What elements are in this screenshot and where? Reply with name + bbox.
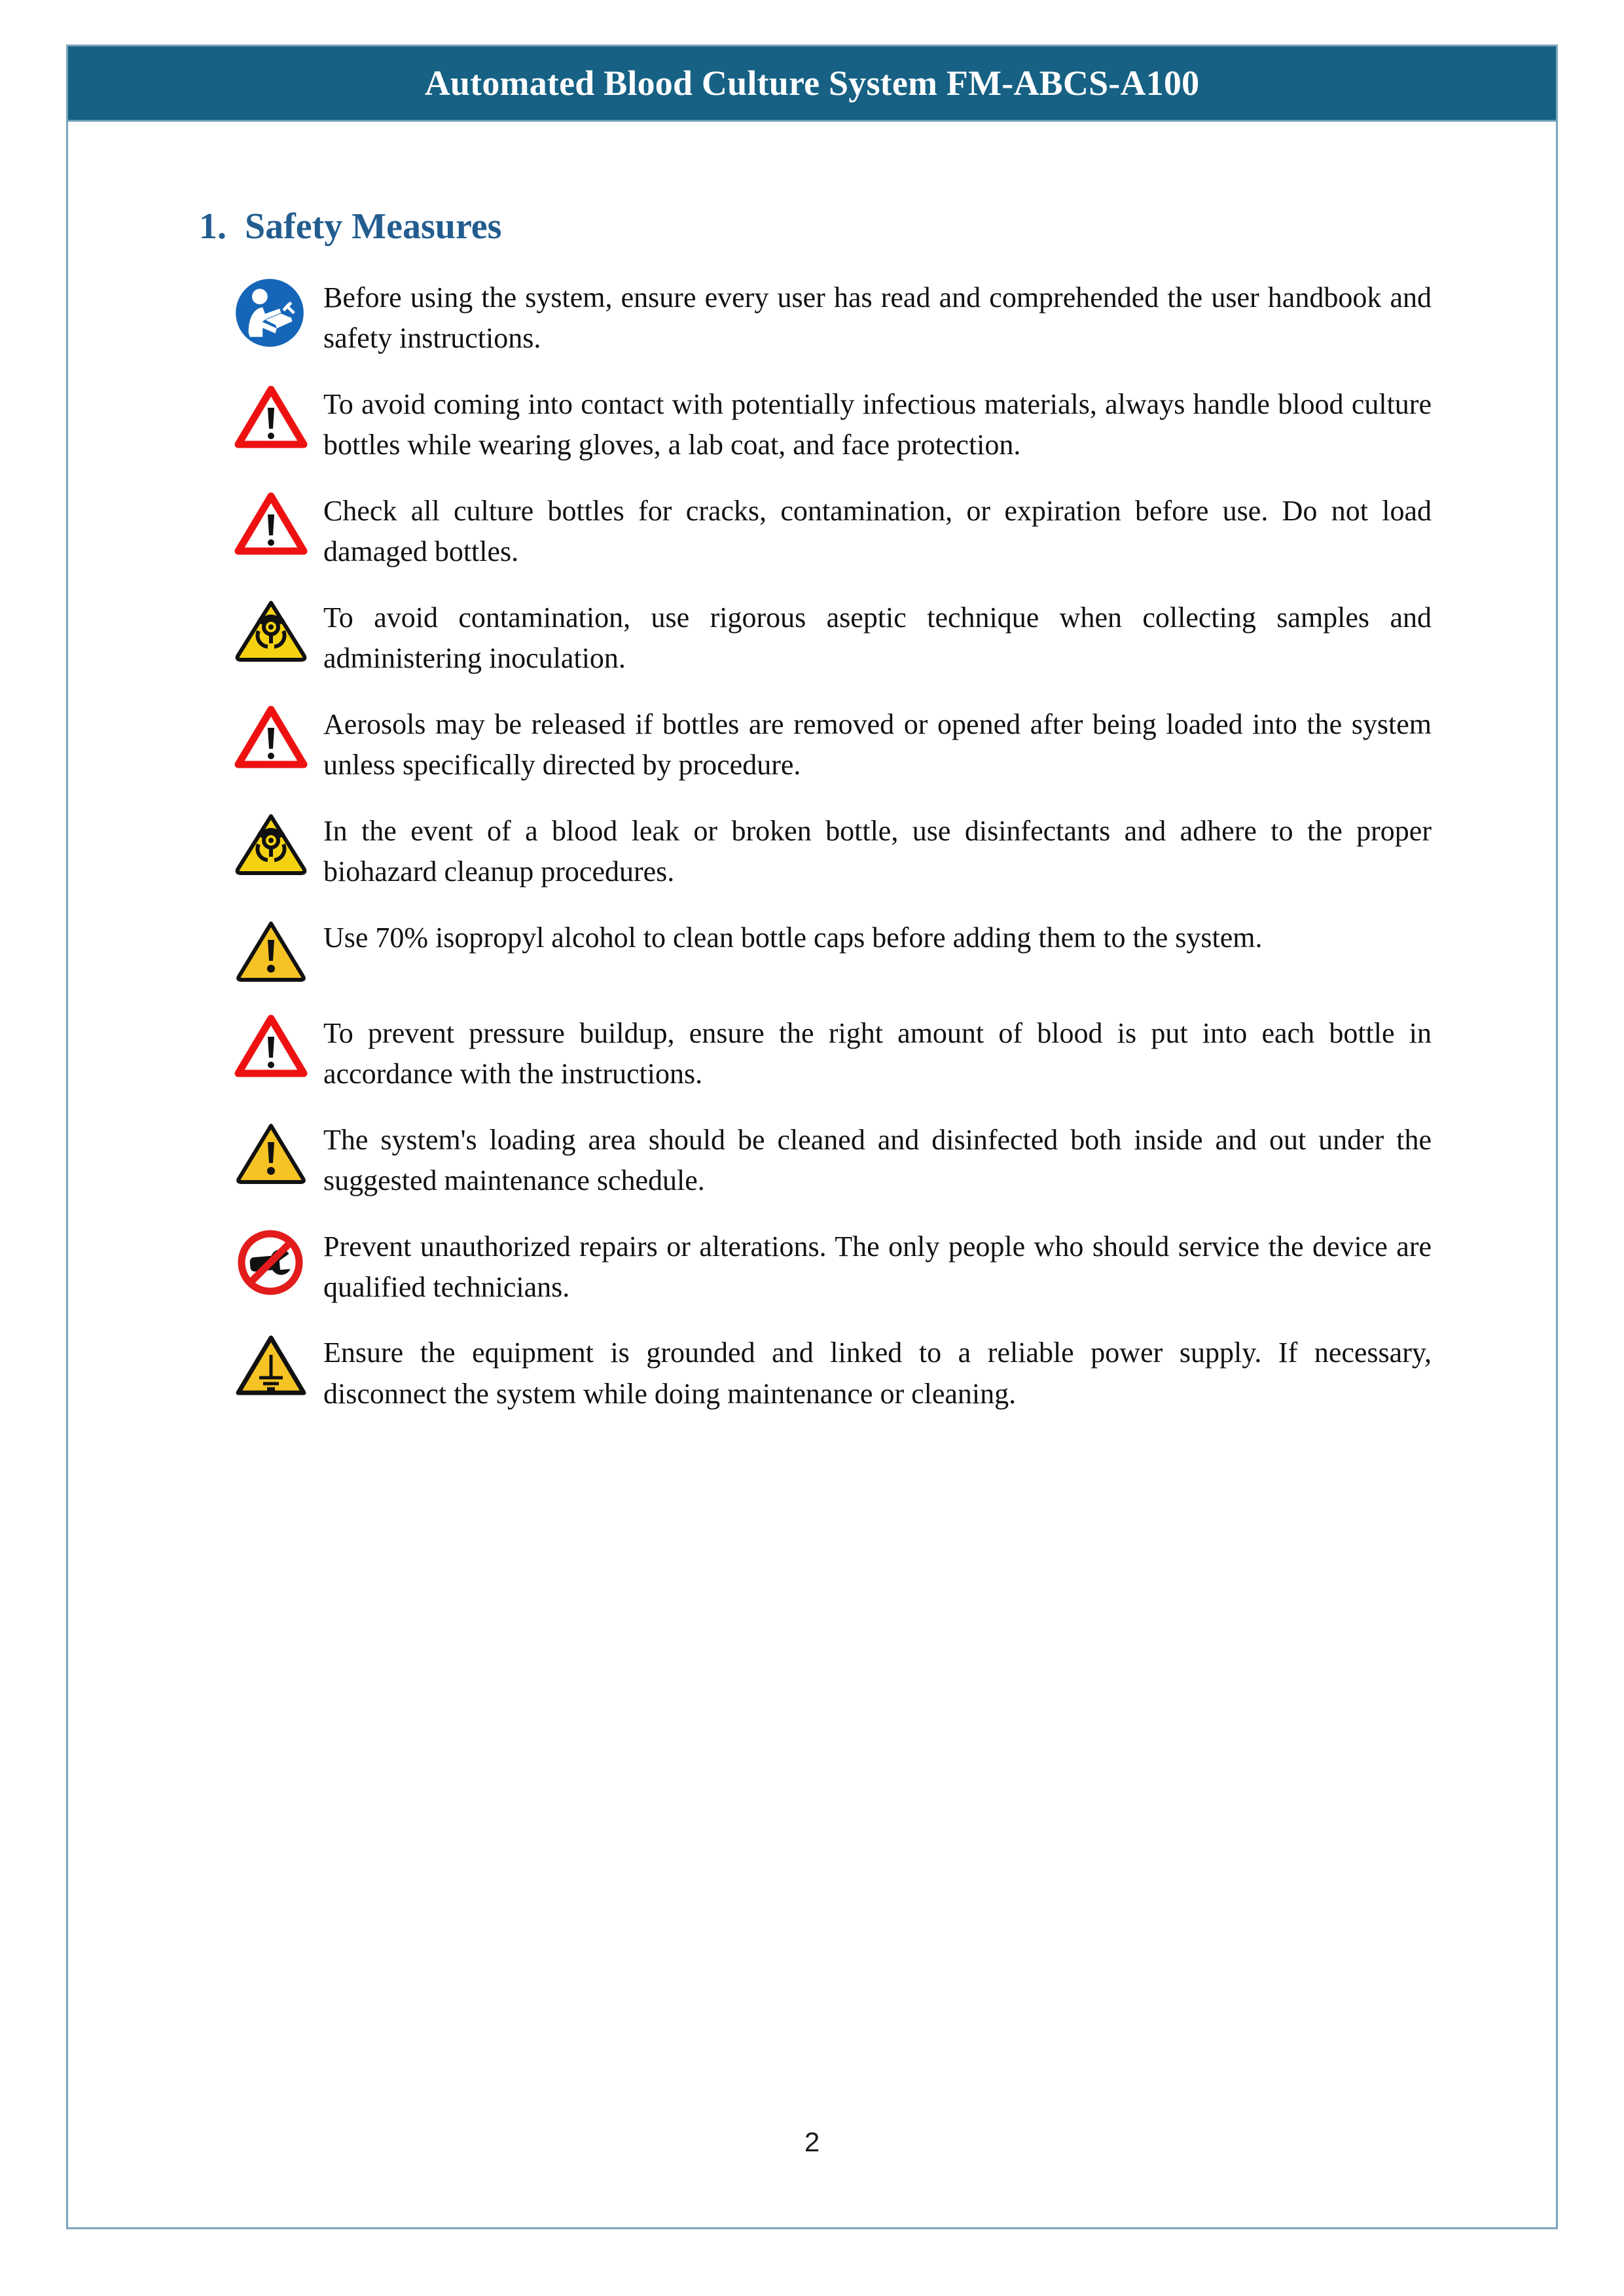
safety-item-text: The system's loading area should be cleaned and disinfected both inside and out under the suggested maintenance schedule. <box>323 1123 1432 1197</box>
safety-item-text: Prevent unauthorized repairs or alterations. The only people who should service the device are qualified technicians. <box>323 1230 1432 1303</box>
safety-item <box>68 1330 1556 1414</box>
warning-triangle-yellow-icon <box>234 915 323 988</box>
safety-item <box>68 1224 1556 1308</box>
grounding-icon <box>234 1330 323 1403</box>
warning-triangle-red-icon <box>234 702 323 775</box>
warning-triangle-red-icon <box>234 1011 323 1084</box>
section-heading <box>199 206 1556 247</box>
safety-item <box>68 1011 1556 1095</box>
document-title: Automated Blood Culture System FM-ABCS-A100 <box>424 63 1200 103</box>
page-number: 2 <box>804 2126 820 2157</box>
page-content <box>68 122 1556 1437</box>
safety-item <box>68 488 1556 573</box>
no-repairs-icon <box>234 1224 323 1297</box>
safety-item <box>68 275 1556 359</box>
biohazard-icon <box>234 595 323 668</box>
warning-triangle-yellow-icon <box>234 1117 323 1191</box>
safety-item <box>68 1117 1556 1202</box>
safety-item-text: Check all culture bottles for cracks, contamination, or expiration before use. Do not load damaged bottles. <box>323 494 1432 568</box>
safety-item-text: Ensure the equipment is grounded and linked to a reliable power supply. If necessary, disconnect the system while doing maintenance or cleaning. <box>323 1336 1432 1410</box>
safety-item-text: Before using the system, ensure every user has read and comprehended the user handbook and safety instructions. <box>323 281 1432 355</box>
document-header-band <box>68 46 1556 122</box>
safety-item-text: To prevent pressure buildup, ensure the right amount of blood is put into each bottle in accordance with the instructions. <box>323 1016 1432 1090</box>
safety-item-text: Use 70% isopropyl alcohol to clean bottle caps before adding them to the system. <box>323 921 1263 954</box>
safety-item-text: Aerosols may be released if bottles are removed or opened after being loaded into the system unless specifically directed by procedure. <box>323 708 1432 781</box>
safety-item <box>68 808 1556 893</box>
safety-item-text: To avoid coming into contact with potentially infectious materials, always handle blood culture bottles while wearing gloves, a lab coat, and face protection. <box>323 387 1432 461</box>
warning-triangle-red-icon <box>234 488 323 562</box>
safety-item <box>68 702 1556 786</box>
safety-item <box>68 595 1556 679</box>
document-page <box>66 45 1558 2229</box>
safety-measures-list <box>68 275 1556 1414</box>
read-manual-icon <box>234 275 323 348</box>
safety-item <box>68 382 1556 466</box>
warning-triangle-red-icon <box>234 382 323 455</box>
safety-item-text: In the event of a blood leak or broken bottle, use disinfectants and adhere to the proper biohazard cleanup procedures. <box>323 814 1432 888</box>
biohazard-icon <box>234 808 323 882</box>
section-number: 1. <box>199 206 226 247</box>
safety-item <box>68 915 1556 988</box>
safety-item-text: To avoid contamination, use rigorous aseptic technique when collecting samples and administering inoculation. <box>323 601 1432 675</box>
section-title: Safety Measures <box>245 206 502 247</box>
